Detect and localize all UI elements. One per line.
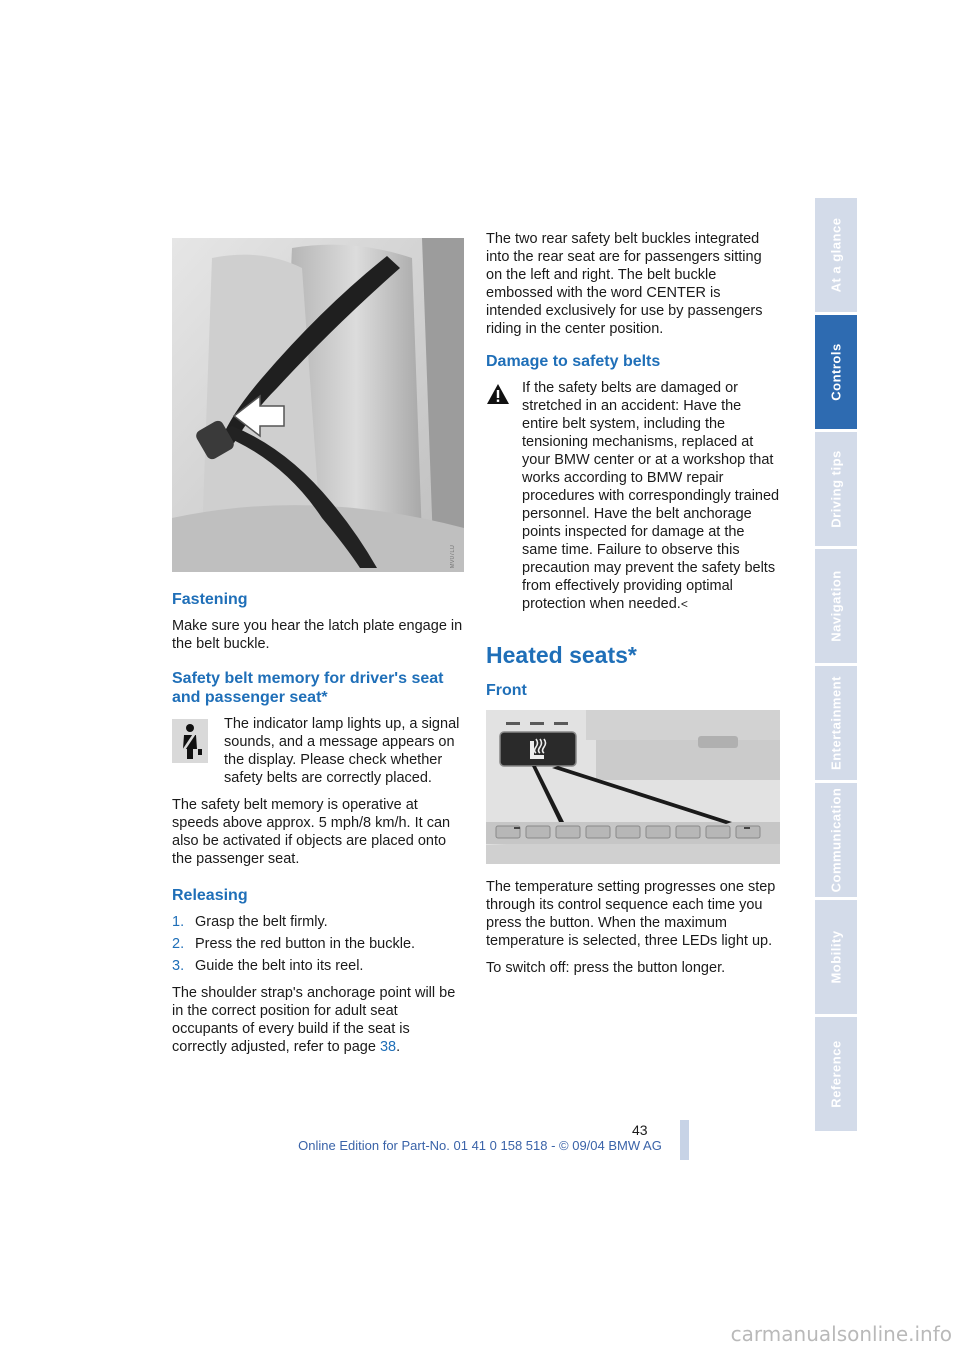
heated-text-2: To switch off: press the button longer. [486, 960, 726, 976]
section-fastening [172, 590, 464, 653]
memory-icon-block [172, 715, 464, 787]
seatbelt-warning-icon [172, 719, 208, 763]
tab-driving-tips[interactable]: Driving tips [815, 432, 857, 549]
section-belt-memory [172, 669, 464, 868]
heated-text-1: The temperature setting progresses one step through its control sequence each time you press the button. When the maximum temperature is selected, three LEDs light up. [486, 879, 776, 949]
heading-heated-seats: Heated seats* [486, 642, 637, 668]
right-column [486, 230, 780, 986]
heated-seat-button-illustration [486, 710, 780, 864]
heading-belt-memory: Safety belt memory for driver's seat and passenger seat* [172, 670, 444, 706]
tab-mobility[interactable]: Mobility [815, 900, 857, 1017]
seat-belt-photo [172, 238, 464, 572]
releasing-steps [172, 913, 464, 975]
list-item: 1. Grasp the belt firmly. [172, 914, 328, 930]
list-item: 2. Press the red button in the buckle. [172, 936, 416, 952]
end-mark: < [680, 597, 688, 611]
tab-navigation[interactable]: Navigation [815, 549, 857, 666]
memory-text-1: The indicator lamp lights up, a signal sounds, and a message appears on the display. Please check whether safety belts are correctly placed. [224, 716, 460, 786]
tab-controls[interactable]: Controls [815, 315, 857, 432]
photo-code: MV07LU [450, 544, 456, 568]
seat-belt-illustration [172, 238, 464, 572]
section-damage [486, 352, 780, 613]
heading-fastening: Fastening [172, 591, 248, 608]
fastening-text: Make sure you hear the latch plate engage in the belt buckle. [172, 618, 463, 652]
heading-releasing: Releasing [172, 887, 248, 904]
heading-damage: Damage to safety belts [486, 353, 661, 370]
footer-edition-text: Online Edition for Part-No. 01 41 0 158 518 - © 09/04 BMW AG [298, 1138, 662, 1153]
damage-warning-block [486, 379, 780, 613]
memory-text-2: The safety belt memory is operative at speeds above approx. 5 mph/8 km/h. It can also be activated if objects are placed onto the passenger seat. [172, 797, 451, 867]
tab-entertainment[interactable]: Entertainment [815, 666, 857, 783]
tab-communication[interactable]: Communication [815, 783, 857, 900]
heading-front: Front [486, 682, 527, 699]
heated-seat-panel-photo [486, 710, 780, 864]
anchorage-text: The shoulder strap's anchorage point will be in the correct position for adult seat occupants of every build if the seat is correctly adjusted, refer to page 38. [172, 985, 456, 1055]
watermark: carmanualsonline.info [730, 1322, 952, 1346]
warning-triangle-icon [486, 383, 510, 405]
chapter-tabs [815, 198, 857, 1134]
list-item: 3. Guide the belt into its reel. [172, 958, 364, 974]
page-number: 43 [632, 1122, 648, 1138]
section-heated-seats [486, 641, 780, 977]
left-column [172, 238, 464, 1065]
rear-buckles-text: The two rear safety belt buckles integrated into the rear seat are for passengers sitting on the left and right. The belt buckle embossed with the word CENTER is intended exclusively for use by passengers riding in the center position. [486, 231, 763, 337]
damage-text: If the safety belts are damaged or stretched in an accident: Have the entire belt system, including the tensioning mechanisms, replaced at your BMW center or at a workshop that works according to BMW repair procedures with correspondingly trained personnel. Have the belt anchorage points inspected for damage at the same time. Failure to observe this precaution may prevent the safety belts from effectively providing optimal protection when needed.< [522, 380, 780, 612]
section-releasing [172, 886, 464, 1056]
tab-reference[interactable]: Reference [815, 1017, 857, 1134]
page-38-link[interactable]: 38 [379, 1039, 397, 1055]
tab-at-a-glance[interactable]: At a glance [815, 198, 857, 315]
